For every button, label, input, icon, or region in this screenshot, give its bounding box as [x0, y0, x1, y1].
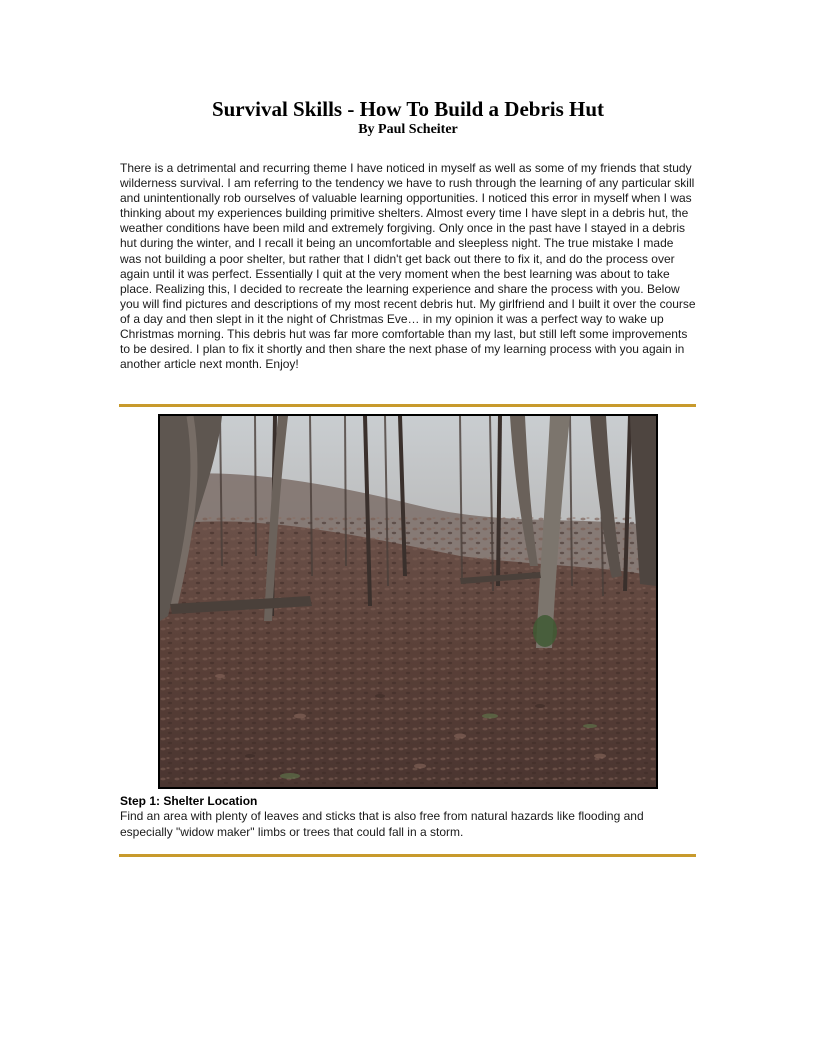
forest-photo-illustration — [160, 416, 656, 787]
section-divider — [119, 404, 696, 407]
section-divider — [119, 854, 696, 857]
shelter-location-photo — [158, 414, 658, 789]
step-1-title: Step 1: Shelter Location — [120, 794, 258, 808]
article-title: Survival Skills - How To Build a Debris Hut — [211, 97, 605, 121]
intro-paragraph: There is a detrimental and recurring theme I have noticed in myself as well as some of my friends that study wilderness survival. I am referring to the tendency we have to rush through the learning of any particular skill and unintentionally rob ourselves of valuable learning opportunities. I noticed this error in myself when I was thinking about my experiences building primitive shelters. Almost every time I have slept in a debris hut, the weather conditions have been mild and extremely forgiving. Only once in the past have I stayed in a debris hut during the winter, and I recall it being an uncomfortable and sleepless night. The true mistake I made was not building a poor shelter, but rather that I didn't get back out there to fix it, and do the process over again until it was perfect. Essentially I quit at the very moment when the best learning was about to take place. Realizing this, I decided to recreate the learning experience and share the process with you. Below you will find pictures and descriptions of my most recent debris hut. My girlfriend and I built it over the course of a day and then slept in it the night of Christmas Eve… in my opinion it was a perfect way to wake up Christmas morning. This debris hut was far more comfortable than my last, but still left some improvements to be desired. I plan to fix it shortly and then share the next phase of my learning process with you again in another article next month. Enjoy! — [120, 161, 696, 372]
step-1-description: Find an area with plenty of leaves and sticks that is also free from natural hazards like flooding and especially "widow maker" limbs or trees that could fall in a storm. — [120, 809, 644, 839]
article-byline: By Paul Scheiter — [358, 122, 458, 137]
